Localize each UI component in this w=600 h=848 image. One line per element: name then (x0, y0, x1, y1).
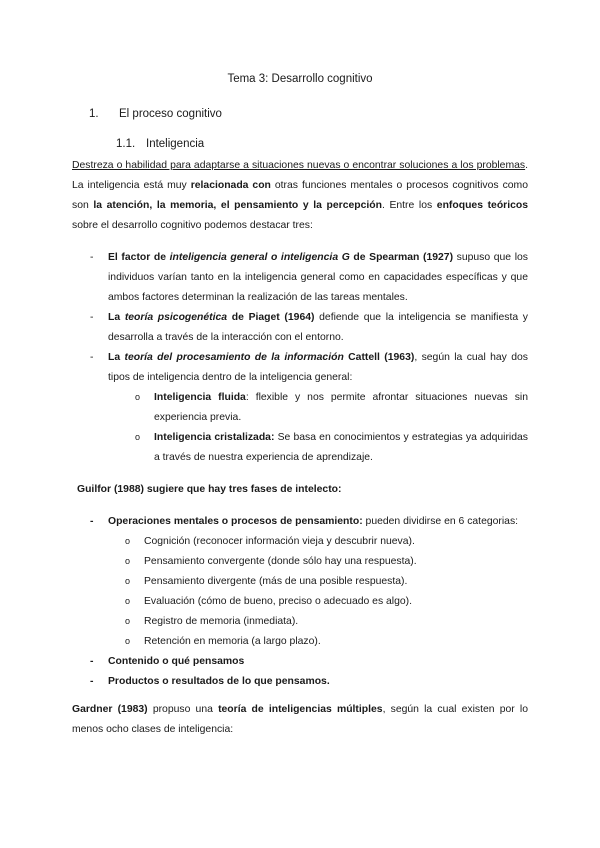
subsection-number: 1.1. (116, 138, 136, 150)
guilford-heading (77, 480, 533, 500)
theories-list (72, 248, 528, 468)
intro-text-2: otras funciones mentales o procesos cognitivos como son (72, 180, 528, 211)
item-bold-italic: inteligencia general o inteligencia G (169, 252, 350, 263)
list-item-operaciones (72, 512, 528, 652)
intro-bold-2: la atención, la memoria, el pensamiento y la percepción (93, 200, 382, 211)
intro-text-4: sobre el desarrollo cognitivo podemos destacar tres: (72, 220, 313, 231)
list-item-contenido (72, 652, 528, 672)
intro-bold-1: relacionada con (190, 180, 271, 191)
item-bold: Inteligencia fluida (154, 392, 246, 403)
gardner-text-2: , según la cual existen por lo menos ocho clases de inteligencia: (72, 704, 529, 735)
item-bold: La (108, 312, 125, 323)
section-heading (89, 108, 222, 120)
item-text: : flexible y nos permite afrontar situaciones nuevas sin experiencia previa. (154, 392, 528, 423)
intelligence-definition: Destreza o habilidad para adaptarse a situaciones nuevas o encontrar soluciones a los problemas (72, 160, 526, 171)
document-title: Tema 3: Desarrollo cognitivo (227, 73, 373, 85)
list-item: o Pensamiento divergente (más de una posible respuesta). (108, 572, 528, 592)
item-bold-italic: teoría del procesamiento de la información (124, 352, 344, 363)
subsection-heading (116, 138, 204, 150)
list-item: o Evaluación (cómo de bueno, preciso o adecuado es algo). (108, 592, 528, 612)
list-item-productos (72, 672, 528, 692)
section-number: 1. (89, 108, 99, 120)
section-label: El proceso cognitivo (119, 108, 222, 120)
gardner-bold-2: teoría de inteligencias múltiples (218, 704, 383, 715)
item-bold-italic: teoría psicogenética (124, 312, 228, 323)
guilford-heading-text: Guilfor (1988) sugiere que hay tres fases de intelecto: (77, 484, 342, 495)
gardner-paragraph (72, 700, 528, 740)
list-item: o Registro de memoria (inmediata). (108, 612, 528, 632)
gardner-text-1: propuso una (147, 704, 219, 715)
item-bold: Contenido o qué pensamos (108, 656, 245, 667)
guilford-list (72, 512, 528, 692)
item-bold: de Piaget (1964) (227, 312, 315, 323)
item-bold: Operaciones mentales o procesos de pensamiento: (108, 516, 363, 527)
list-item: o Retención en memoria (a largo plazo). (108, 632, 528, 652)
list-item-spearman (72, 248, 528, 308)
list-item-cattell (72, 348, 528, 468)
item-bold: Cattell (1963) (343, 352, 415, 363)
subsection-label: Inteligencia (146, 138, 205, 150)
item-bold: La (108, 352, 125, 363)
item-text: pueden dividirse en 6 categorias: (362, 516, 519, 527)
list-item-piaget (72, 308, 528, 348)
item-bold: El factor de (108, 252, 170, 263)
gardner-bold-1: Gardner (1983) (72, 704, 148, 715)
list-item: o Cognición (reconocer información vieja y descubrir nueva). (108, 532, 528, 552)
intro-text-1: . La inteligencia está muy (72, 160, 528, 191)
list-item: o Pensamiento convergente (donde sólo hay una respuesta). (108, 552, 528, 572)
item-bold: Inteligencia cristalizada: (154, 432, 275, 443)
item-text: Se basa en conocimientos y estrategias ya adquiridas a través de nuestra experiencia de aprendizaje. (154, 432, 528, 463)
item-text: supuso que los individuos varían tanto en la inteligencia general como en capacidades específicas y que ambos factores determinan la realización de las tareas mentales. (108, 252, 528, 303)
item-text: defiende que la inteligencia se manifiesta y desarrolla a través de la interacción con el entorno. (108, 312, 529, 343)
item-bold: de Spearman (1927) (349, 252, 454, 263)
categories-list (108, 532, 528, 652)
list-item-fluida (118, 388, 528, 428)
list-item-cristalizada (118, 428, 528, 468)
intro-bold-3: enfoques teóricos (436, 200, 529, 211)
intro-paragraph (72, 156, 528, 236)
item-bold: Productos o resultados de lo que pensamos. (108, 676, 330, 687)
item-text: , según la cual hay dos tipos de inteligencia dentro de la inteligencia general: (108, 352, 528, 383)
intelligence-types-list (118, 388, 528, 468)
intro-text-3: . Entre los (381, 200, 437, 211)
